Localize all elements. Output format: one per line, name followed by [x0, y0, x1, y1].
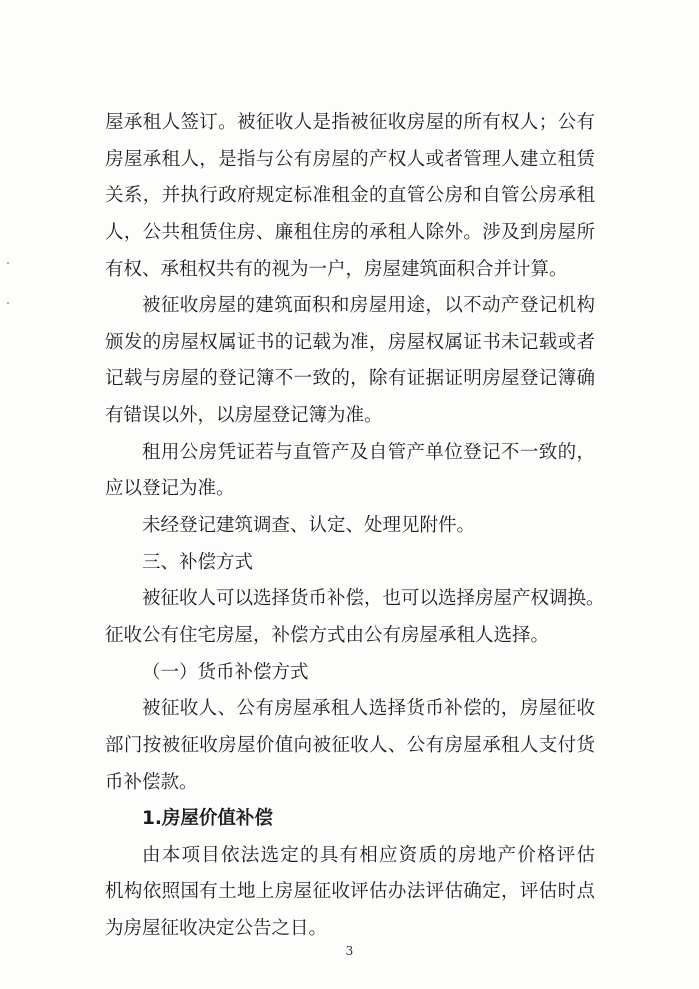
- text-line: 记载与房屋的登记簿不一致的，除有证据证明房屋登记簿确: [105, 368, 595, 390]
- page-number: 3: [345, 944, 354, 958]
- text-line: 被征收人、公有房屋承租人选择货币补偿的，房屋征收: [142, 698, 595, 720]
- text-line: 机构依照国有土地上房屋征收评估办法评估确定，评估时点: [105, 881, 595, 903]
- subsection-heading: （一）货币补偿方式: [142, 661, 309, 683]
- text-line: 征收公有住宅房屋，补偿方式由公有房屋承租人选择。: [105, 624, 550, 646]
- document-body: [105, 112, 605, 956]
- text-line: 币补偿款。: [105, 771, 198, 793]
- text-line: 应以登记为准。: [105, 478, 235, 500]
- text-line: 被征收人可以选择货币补偿，也可以选择房屋产权调换。: [142, 588, 605, 610]
- scan-artifact: [7, 262, 9, 264]
- text-line: 由本项目依法选定的具有相应资质的房地产价格评估: [142, 844, 595, 866]
- text-line: 颁发的房屋权属证书的记载为准，房屋权属证书未记载或者: [105, 331, 595, 353]
- scan-artifact: [7, 302, 9, 304]
- text-line: 房屋承租人，是指与公有房屋的产权人或者管理人建立租赁: [105, 148, 595, 170]
- text-line: 屋承租人签订。被征收人是指被征收房屋的所有权人；公有: [105, 112, 595, 133]
- section-heading: 三、补偿方式: [142, 551, 254, 573]
- text-line: 被征收房屋的建筑面积和房屋用途，以不动产登记机构: [142, 295, 595, 317]
- text-line: 为房屋征收决定公告之日。: [105, 918, 328, 940]
- text-line: 租用公房凭证若与直管产及自管产单位登记不一致的，: [142, 441, 595, 463]
- text-line: 有错误以外，以房屋登记簿为准。: [105, 405, 383, 427]
- text-line: 人，公共租赁住房、廉租住房的承租人除外。涉及到房屋所: [105, 221, 595, 243]
- text-line: 部门按被征收房屋价值向被征收人、公有房屋承租人支付货: [105, 734, 595, 756]
- item-heading: 1.房屋价值补偿: [142, 808, 273, 830]
- text-line: 未经登记建筑调查、认定、处理见附件。: [142, 515, 476, 537]
- text-line: 有权、承租权共有的视为一户，房屋建筑面积合并计算。: [105, 258, 568, 280]
- text-line: 关系，并执行政府规定标准租金的直管公房和自管公房承租: [105, 185, 595, 207]
